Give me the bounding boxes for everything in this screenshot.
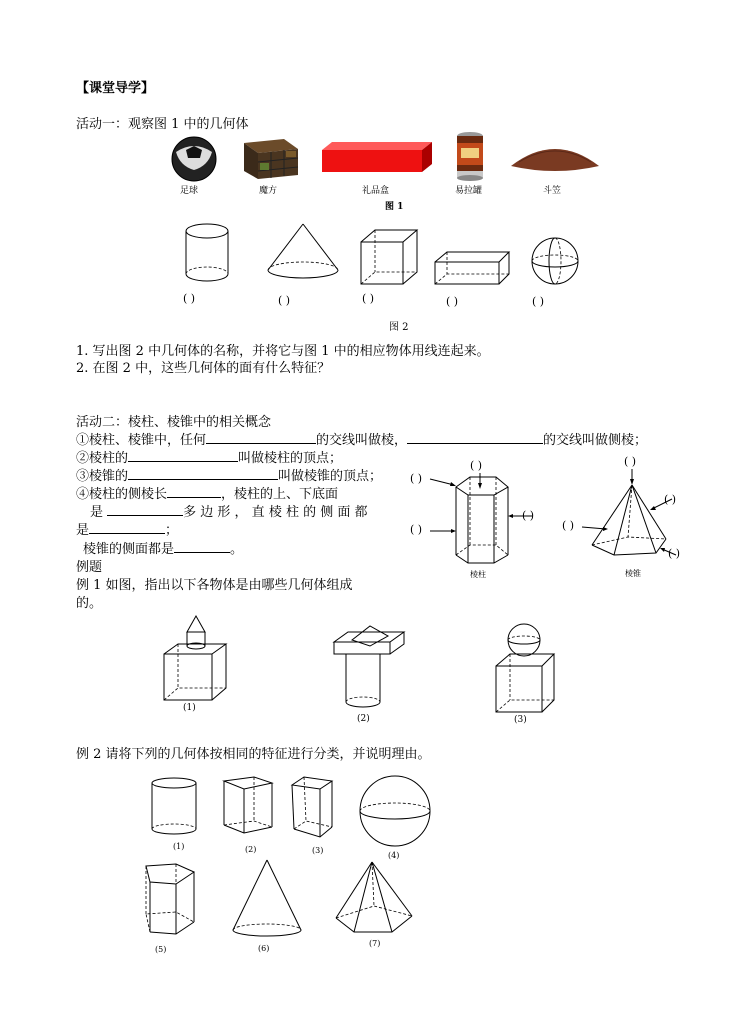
ex1-label: (2) [357,714,370,724]
pyramid-label-blank[interactable]: ( ) [668,547,681,560]
sphere-on-cube [490,622,560,718]
pyramid-caption: 棱锥 [625,569,641,578]
cube-with-cone-cylinder [160,612,230,706]
soccer-ball-photo [168,136,220,182]
pyramid-diagram [562,455,702,570]
slab-on-cylinder [330,618,410,712]
prism-caption: 棱柱 [470,570,486,579]
cone-drawing [266,222,340,286]
concept-line-3: ③棱锥的 叫做棱锥的顶点； [76,469,383,484]
ex1-label: (1) [183,703,196,713]
answer-blank[interactable]: ( ) [446,295,459,308]
figure-2-caption: 图 2 [389,322,409,333]
concept-line-5: 是 多 边 形 ， 直 棱 柱 的 侧 面 都 [90,505,368,520]
ex2-quadrilateral-prism [290,775,336,841]
photo-label: 斗笠 [543,186,562,196]
question-1: 1. 写出图 2 中几何体的名称，并将它与图 1 中的相应物体用线连起来。 [76,344,490,359]
sphere-drawing [530,236,580,286]
ex2-cylinder [150,775,200,839]
rubiks-cube-photo [240,135,302,181]
prism-label-blank[interactable]: ( ) [410,472,423,485]
ex2-pentagonal-pyramid [330,860,416,936]
concept-line-4: ④棱柱的侧棱长 ，棱柱的上、下底面 [76,487,339,502]
ex2-label: (7) [369,939,381,948]
figure-1-caption: 图 1 [385,202,404,212]
photo-label: 足球 [180,186,199,196]
example-2-text: 例 2 请将下列的几何体按相同的特征进行分类，并说明理由。 [76,747,431,762]
bamboo-hat-photo [509,140,601,172]
ex2-label: (1) [173,842,185,851]
examples-heading: 例题 [76,560,103,575]
concept-line-1: ①棱柱、棱锥中，任何 的交线叫做棱， 的交线叫做侧棱； [76,433,648,448]
answer-blank[interactable]: ( ) [532,295,545,308]
ex2-cone [230,858,304,938]
pyramid-label-blank[interactable]: ( ) [664,493,677,506]
ex2-label: (4) [388,851,400,860]
photo-label: 易拉罐 [455,186,483,196]
answer-blank[interactable]: ( ) [278,294,291,307]
activity2-title: 活动二：棱柱、棱锥中的相关概念 [76,415,272,430]
section-title: 【课堂导学】 [76,81,155,96]
answer-blank[interactable]: ( ) [183,292,196,305]
concept-line-6: 是 ； [76,523,179,538]
ex2-sphere [357,775,435,849]
activity1-title: 活动一：观察图 1 中的几何体 [76,117,249,132]
concept-line-2: ②棱柱的 叫做棱柱的顶点； [76,451,343,466]
ex2-triangular-prism [220,775,276,841]
cuboid-drawing [433,250,513,286]
example-1-text: 例 1 如图，指出以下各物体是由哪些几何体组成 [76,578,353,593]
cube-drawing [359,228,419,286]
photo-label: 礼品盒 [362,186,390,196]
ex2-label: (2) [245,845,257,854]
gift-box-photo [322,140,434,174]
ex2-label: (5) [155,945,167,954]
cylinder-drawing [183,222,233,284]
ex2-label: (3) [312,846,324,855]
pyramid-label-blank[interactable]: ( ) [624,455,637,468]
ex2-label: (6) [258,944,270,953]
ex1-label: (3) [514,715,527,725]
soda-can-photo [455,131,485,181]
pyramid-label-blank[interactable]: ( ) [562,519,575,532]
prism-label-blank[interactable]: ( ) [522,509,535,522]
prism-label-blank[interactable]: ( ) [470,459,483,472]
ex2-pentagonal-prism [140,862,200,942]
question-2: 2. 在图 2 中，这些几何体的面有什么特征？ [76,361,331,376]
example-1-text-cont: 的。 [76,596,103,611]
prism-label-blank[interactable]: ( ) [410,523,423,536]
photo-label: 魔方 [259,186,278,196]
concept-line-7: 棱锥的侧面都是 。 [83,542,244,557]
answer-blank[interactable]: ( ) [362,292,375,305]
